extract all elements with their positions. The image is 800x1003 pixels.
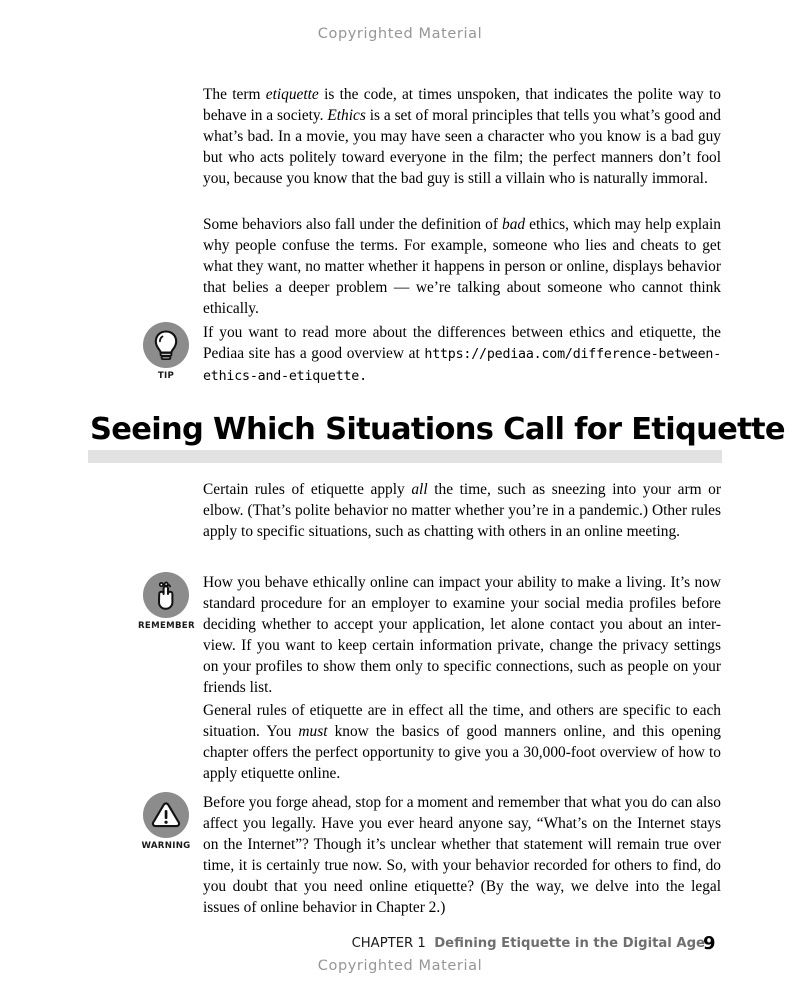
runhead-spacer: [426, 936, 434, 951]
paragraph-bad-ethics: [203, 214, 721, 319]
warning-triangle-icon: [143, 792, 189, 838]
tip-callout: [0, 322, 800, 392]
tip-text-before: If you want to read more about the differences between ethics and etiquette, the Pediaa site has a good overview at: [203, 324, 721, 363]
remember-callout: [0, 572, 800, 697]
general-rules-paragraph-block: [203, 700, 721, 784]
paragraph-etiquette-definition: [203, 84, 721, 189]
p1-emphasis-etiquette: etiquette: [265, 86, 319, 103]
page-title: Seeing Which Situations Call for Etiquette: [90, 412, 785, 447]
p3-text-2: the time, such as sneezing into your arm or elbow. (That’s polite behavior no matter whether you’re in a pandemic.) Other rules apply to specific situations, such as chatting with others in an online meeting.: [203, 481, 721, 541]
p1-emphasis-ethics: Ethics: [327, 107, 366, 125]
p3-emphasis-all: all: [411, 481, 428, 498]
warning-label: WARNING: [141, 841, 191, 851]
copyrighted-material-watermark-bottom: Copyrighted Material: [317, 958, 483, 974]
heading-highlight-bar: [88, 450, 722, 463]
warning-callout: [0, 792, 800, 917]
running-head: [352, 936, 705, 951]
p2-emphasis-bad: bad: [502, 216, 526, 233]
pediaa-url: https://pediaa.com/difference-between-ethics-and-etiquette.: [203, 347, 721, 385]
remember-text-block: [203, 572, 721, 699]
p4-text-1: General rules of etiquette are in effect all the time, and others are specific to each situation. You: [203, 702, 721, 741]
tip-text-block: [203, 322, 721, 387]
paragraph-warning: Before you forge ahead, stop for a moment and remember that what you do can also affect you legally. Have you ever heard anyone say, “What’s on the Internet stays on the Internet”? Though it’s unclear whether that statement will remain true over time, it is certainly true now. So, with your behavior recorded for others to find, do you doubt that you need online etiquette? (By the way, we delve into the legal issues of online behavior in Chapter 2.): [203, 794, 721, 917]
hand-with-string-icon: [143, 572, 189, 618]
etiquette-rules-paragraph-block: [203, 479, 721, 542]
paragraph-general-rules: [203, 700, 721, 784]
tip-icon-group: [138, 322, 194, 381]
chapter-number: CHAPTER 1: [351, 936, 426, 951]
paragraph-etiquette-rules: [203, 479, 721, 542]
remember-label: REMEMBER: [138, 621, 195, 631]
p1-text-2: is the code, at times unspoken, that indicates the polite way to behave in a society.: [203, 86, 721, 125]
copyrighted-material-watermark-top: Copyrighted Material: [317, 26, 483, 42]
tip-label: TIP: [157, 371, 175, 381]
page-number: 9: [703, 933, 716, 954]
lightbulb-icon: [143, 322, 189, 368]
section-heading-group: [88, 412, 785, 462]
p4-text-2: know the basics of good manners online, and this opening chapter offers the perfect opportunity to give you a 30,000-foot overview of how to apply etiquette online.: [203, 723, 721, 783]
intro-paragraph-block: [203, 84, 721, 189]
p2-text-2: ethics, which may help explain why people confuse the terms. For example, someone who lies and cheats to get what they want, no matter whether it happens in person or online, displays behavior that belies a deeper problem — we’re talking about someone who cannot think ethically.: [203, 216, 721, 318]
p4-emphasis-must: must: [298, 723, 328, 741]
page-footer: [0, 933, 800, 958]
chapter-title: Defining Etiquette in the Digital Age: [434, 936, 705, 951]
paragraph-remember: How you behave ethically online can impact your ability to make a living. It’s now standard procedure for an employer to examine your social media profiles before deciding whether to accept your application, let alone contact you about an inter-view. If you want to keep certain information private, change the privacy settings on your profiles to show them only to specific connections, such as people on your friends list.: [203, 574, 721, 697]
warning-text-block: [203, 792, 721, 919]
bad-ethics-paragraph-block: [203, 214, 721, 319]
paragraph-tip: [203, 322, 721, 387]
p2-text-1: Some behaviors also fall under the definition of: [203, 216, 503, 233]
p1-text-1: The term: [203, 86, 266, 103]
p1-text-3: is a set of moral principles that tells you what’s good and what’s bad. In a movie, you may have seen a character who you know is a bad guy but who acts politely toward everyone in the film; the perfect manners don’t fool you, because you know that the bad guy is still a villain who is naturally immoral.: [203, 107, 721, 188]
warning-icon-group: [138, 792, 194, 851]
p3-text-1: Certain rules of etiquette apply: [203, 481, 412, 498]
remember-icon-group: [138, 572, 194, 631]
